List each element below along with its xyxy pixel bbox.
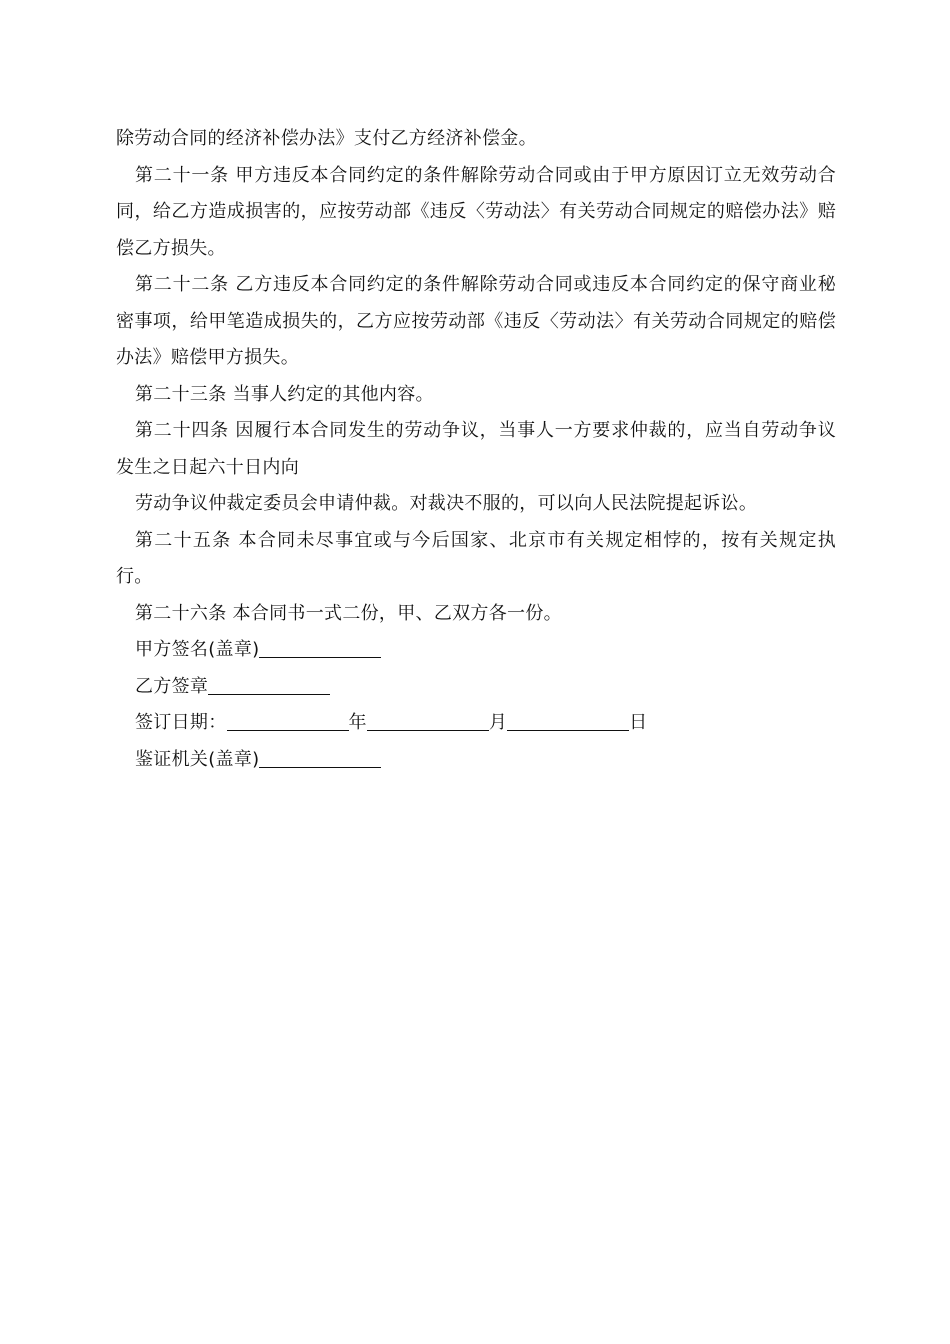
- year-label: 年: [348, 712, 367, 733]
- party-a-signature-blank: [259, 639, 381, 658]
- paragraph-continuation: 除劳动合同的经济补偿办法》支付乙方经济补偿金。: [116, 128, 537, 149]
- clause-26: 第二十六条 本合同书一式二份，甲、乙双方各一份。: [135, 602, 562, 624]
- authority-signature-line: [116, 742, 836, 779]
- party-b-signature-label: 乙方签章: [135, 675, 209, 697]
- day-blank: [507, 712, 629, 731]
- clause-23: 第二十三条 当事人约定的其他内容。: [135, 383, 434, 405]
- clause-24: 第二十四条 因履行本合同发生的劳动争议，当事人一方要求仲裁的，应当自劳动争议发生之日起六十日内向: [116, 420, 836, 478]
- party-a-signature-label: 甲方签名(盖章): [135, 639, 260, 660]
- party-b-signature-blank: [208, 676, 330, 695]
- day-label: 日: [629, 712, 648, 733]
- clause-25: 第二十五条 本合同未尽事宜或与今后国家、北京市有关规定相悖的，按有关规定执行。: [116, 529, 836, 587]
- authority-signature-label: 鉴证机关(盖章): [135, 748, 260, 770]
- clause-24-continued: 劳动争议仲裁定委员会申请仲裁。对裁决不服的，可以向人民法院提起诉讼。: [135, 493, 758, 514]
- contract-body: [116, 121, 836, 778]
- month-blank: [367, 712, 489, 731]
- authority-signature-blank: [259, 749, 381, 768]
- party-a-signature-line: [116, 632, 836, 669]
- clause-22: 第二十二条 乙方违反本合同约定的条件解除劳动合同或违反本合同约定的保守商业秘密事项，给甲笔造成损失的，乙方应按劳动部《违反〈劳动法〉有关劳动合同规定的赔偿办法》赔偿甲方损失。: [116, 274, 836, 368]
- year-blank: [227, 712, 349, 731]
- clause-21: 第二十一条 甲方违反本合同约定的条件解除劳动合同或由于甲方原因订立无效劳动合同，给乙方造成损害的，应按劳动部《违反〈劳动法〉有关劳动合同规定的赔偿办法》赔偿乙方损失。: [116, 164, 836, 259]
- signing-date-line: [116, 705, 836, 742]
- month-label: 月: [488, 712, 508, 733]
- party-b-signature-line: [116, 669, 836, 706]
- signing-date-label: 签订日期：: [135, 712, 227, 733]
